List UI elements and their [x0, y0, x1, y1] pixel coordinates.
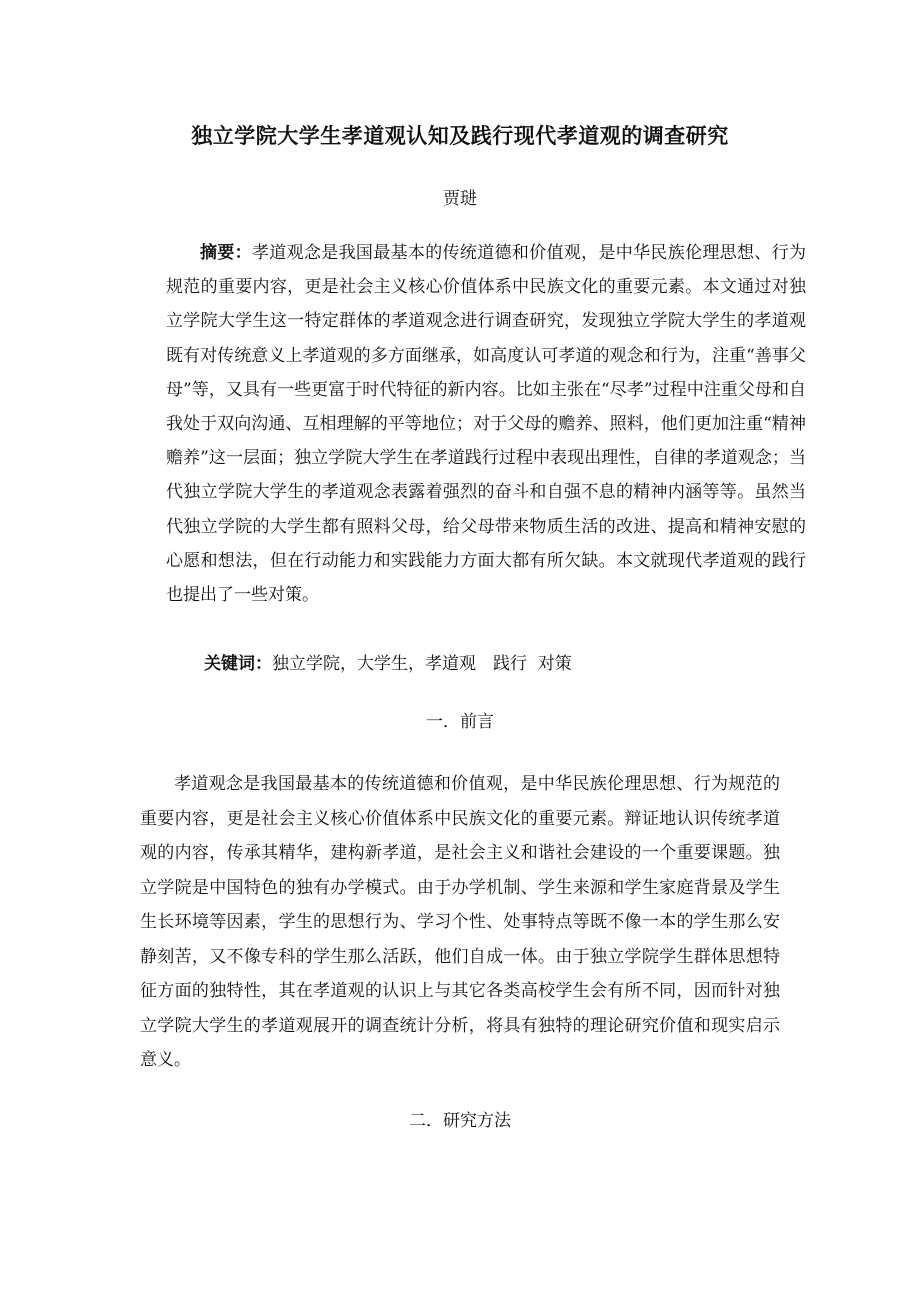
section-heading-methods: 二．研究方法: [409, 1111, 511, 1131]
paper-title: 独立学院大学生孝道观认知及践行现代孝道观的调查研究: [191, 124, 729, 148]
author-name: 贾琎: [443, 189, 477, 209]
keywords-text: 独立学院，大学生，孝道观 践行 对策: [272, 654, 572, 674]
keywords-line: [204, 649, 804, 674]
section-heading-introduction: 一．前言: [426, 712, 494, 732]
introduction-paragraph: 孝道观念是我国最基本的传统道德和价值观，是中华民族伦理思想、行为规范的重要内容，更是社会主义核心价值体系中民族文化的重要元素。辩证地认识传统孝道观的内容，传承其精华，建构新孝道，是社会主义和谐社会建设的一个重要课题。独立学院是中国特色的独有办学模式。由于办学机制、学生来源和学生家庭背景及学生生长环境等因素，学生的思想行为、学习个性、处事特点等既不像一本的学生那么安静刻苦，又不像专科的学生那么活跃，他们自成一体。由于独立学院学生群体思想特征方面的独特性，其在孝道观的认识上与其它各类高校学生会有所不同，因而针对独立学院大学生的孝道观展开的调查统计分析，将具有独特的理论研究价值和现实启示意义。: [140, 774, 780, 1070]
abstract-block: [166, 236, 806, 612]
abstract-label: 摘要：: [200, 243, 252, 263]
abstract-text: 孝道观念是我国最基本的传统道德和价值观，是中华民族伦理思想、行为规范的重要内容，更是社会主义核心价值体系中民族文化的重要元素。本文通过对独立学院大学生这一特定群体的孝道观念进行调查研究，发现独立学院大学生的孝道观既有对传统意义上孝道观的多方面继承，如高度认可孝道的观念和行为，注重“善事父母”等，又具有一些更富于时代特征的新内容。比如主张在“尽孝”过程中注重父母和自我处于双向沟通、互相理解的平等地位；对于父母的赡养、照料，他们更加注重“精神赡养”这一层面；独立学院大学生在孝道践行过程中表现出理性，自律的孝道观念；当代独立学院大学生的孝道观念表露着强烈的奋斗和自强不息的精神内涵等等。虽然当代独立学院的大学生都有照料父母，给父母带来物质生活的改进、提高和精神安慰的心愿和想法，但在行动能力和实践能力方面大都有所欠缺。本文就现代孝道观的践行也提出了一些对策。: [166, 243, 807, 606]
keywords-label: 关键词：: [204, 654, 272, 674]
